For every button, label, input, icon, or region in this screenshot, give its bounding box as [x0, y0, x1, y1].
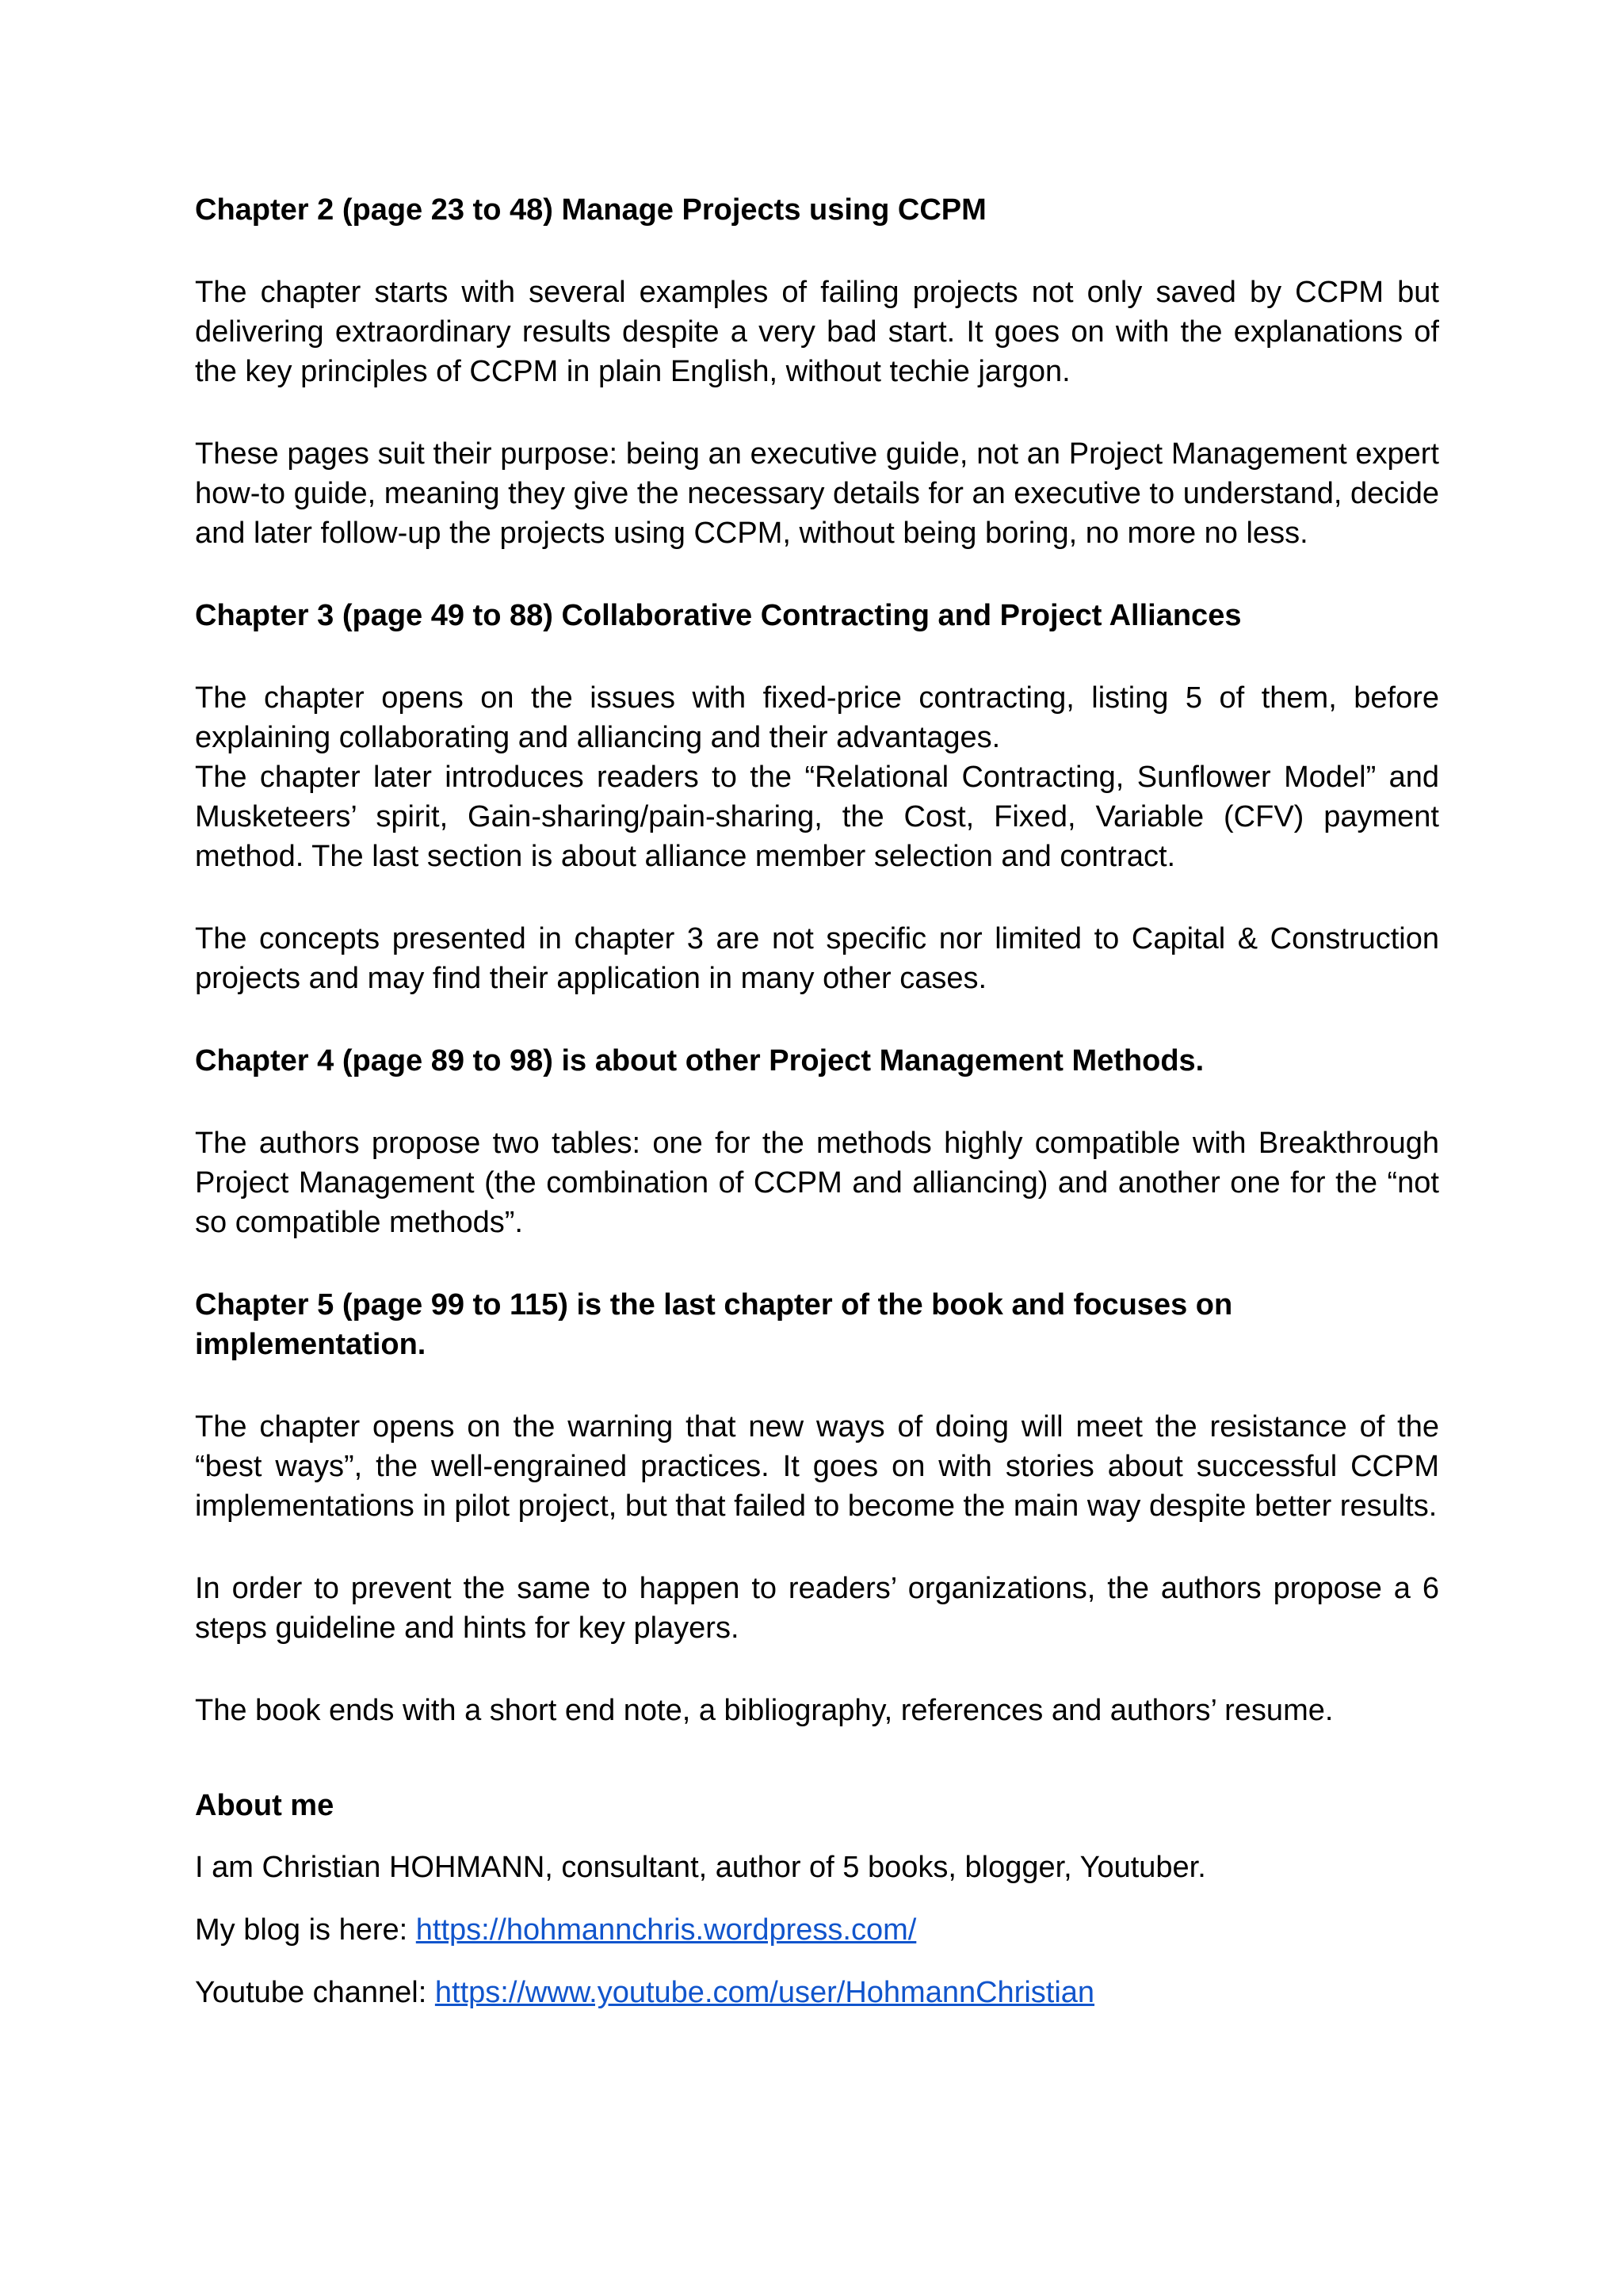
- chapter-3-paragraph-1: The chapter opens on the issues with fixed-price contracting, listing 5 of them, before explaining collaborating and alliancing and their advantages.: [195, 681, 1439, 754]
- youtube-line: [195, 1973, 1439, 2012]
- chapter-5-paragraph-3: The book ends with a short end note, a bibliography, references and authors’ resume.: [195, 1694, 1334, 1727]
- youtube-label: Youtube channel:: [195, 1976, 435, 2009]
- chapter-4-heading: Chapter 4 (page 89 to 98) is about other Project Management Methods.: [195, 1044, 1205, 1077]
- youtube-link[interactable]: https://www.youtube.com/user/HohmannChristian: [434, 1976, 1095, 2009]
- about-me-heading: About me: [195, 1789, 334, 1822]
- chapter-3-paragraph-3: The concepts presented in chapter 3 are not specific nor limited to Capital & Construction projects and may find their application in many other cases.: [195, 922, 1439, 995]
- chapter-2-heading: Chapter 2 (page 23 to 48) Manage Projects using CCPM: [195, 193, 987, 227]
- blog-link[interactable]: https://hohmannchris.wordpress.com/: [415, 1913, 917, 1947]
- blog-line: [195, 1910, 1439, 1950]
- chapter-5-paragraph-1: The chapter opens on the warning that new ways of doing will meet the resistance of the “best ways”, the well-engrained practices. It goes on with stories about successful CCPM implementations in pilot project, but that failed to become the main way despite better results.: [195, 1410, 1439, 1523]
- chapter-5-paragraph-2: In order to prevent the same to happen to readers’ organizations, the authors propose a 6 steps guideline and hints for key players.: [195, 1572, 1439, 1645]
- chapter-2-paragraph-1: The chapter starts with several examples of failing projects not only saved by CCPM but delivering extraordinary results despite a very bad start. It goes on with the explanations of the key principles of CCPM in plain English, without techie jargon.: [195, 276, 1439, 388]
- chapter-5-heading: Chapter 5 (page 99 to 115) is the last chapter of the book and focuses on implementation.: [195, 1288, 1233, 1361]
- blog-label: My blog is here:: [195, 1913, 416, 1947]
- chapter-3-heading: Chapter 3 (page 49 to 88) Collaborative Contracting and Project Alliances: [195, 599, 1242, 632]
- about-me-intro: I am Christian HOHMANN, consultant, author of 5 books, blogger, Youtuber.: [195, 1851, 1206, 1884]
- document-page: [195, 190, 1439, 2035]
- chapter-2-paragraph-2: These pages suit their purpose: being an executive guide, not an Project Management expert how-to guide, meaning they give the necessary details for an executive to understand, decide and later follow-up the projects using CCPM, without being boring, no more no less.: [195, 437, 1439, 550]
- chapter-3-paragraph-2: The chapter later introduces readers to the “Relational Contracting, Sunflower Model” and Musketeers’ spirit, Gain-sharing/pain-sharing, the Cost, Fixed, Variable (CFV) payment method. The last section is about alliance member selection and contract.: [195, 761, 1439, 873]
- chapter-4-paragraph-1: The authors propose two tables: one for the methods highly compatible with Breakthrough Project Management (the combination of CCPM and alliancing) and another one for the “not so compatible methods”.: [195, 1127, 1439, 1239]
